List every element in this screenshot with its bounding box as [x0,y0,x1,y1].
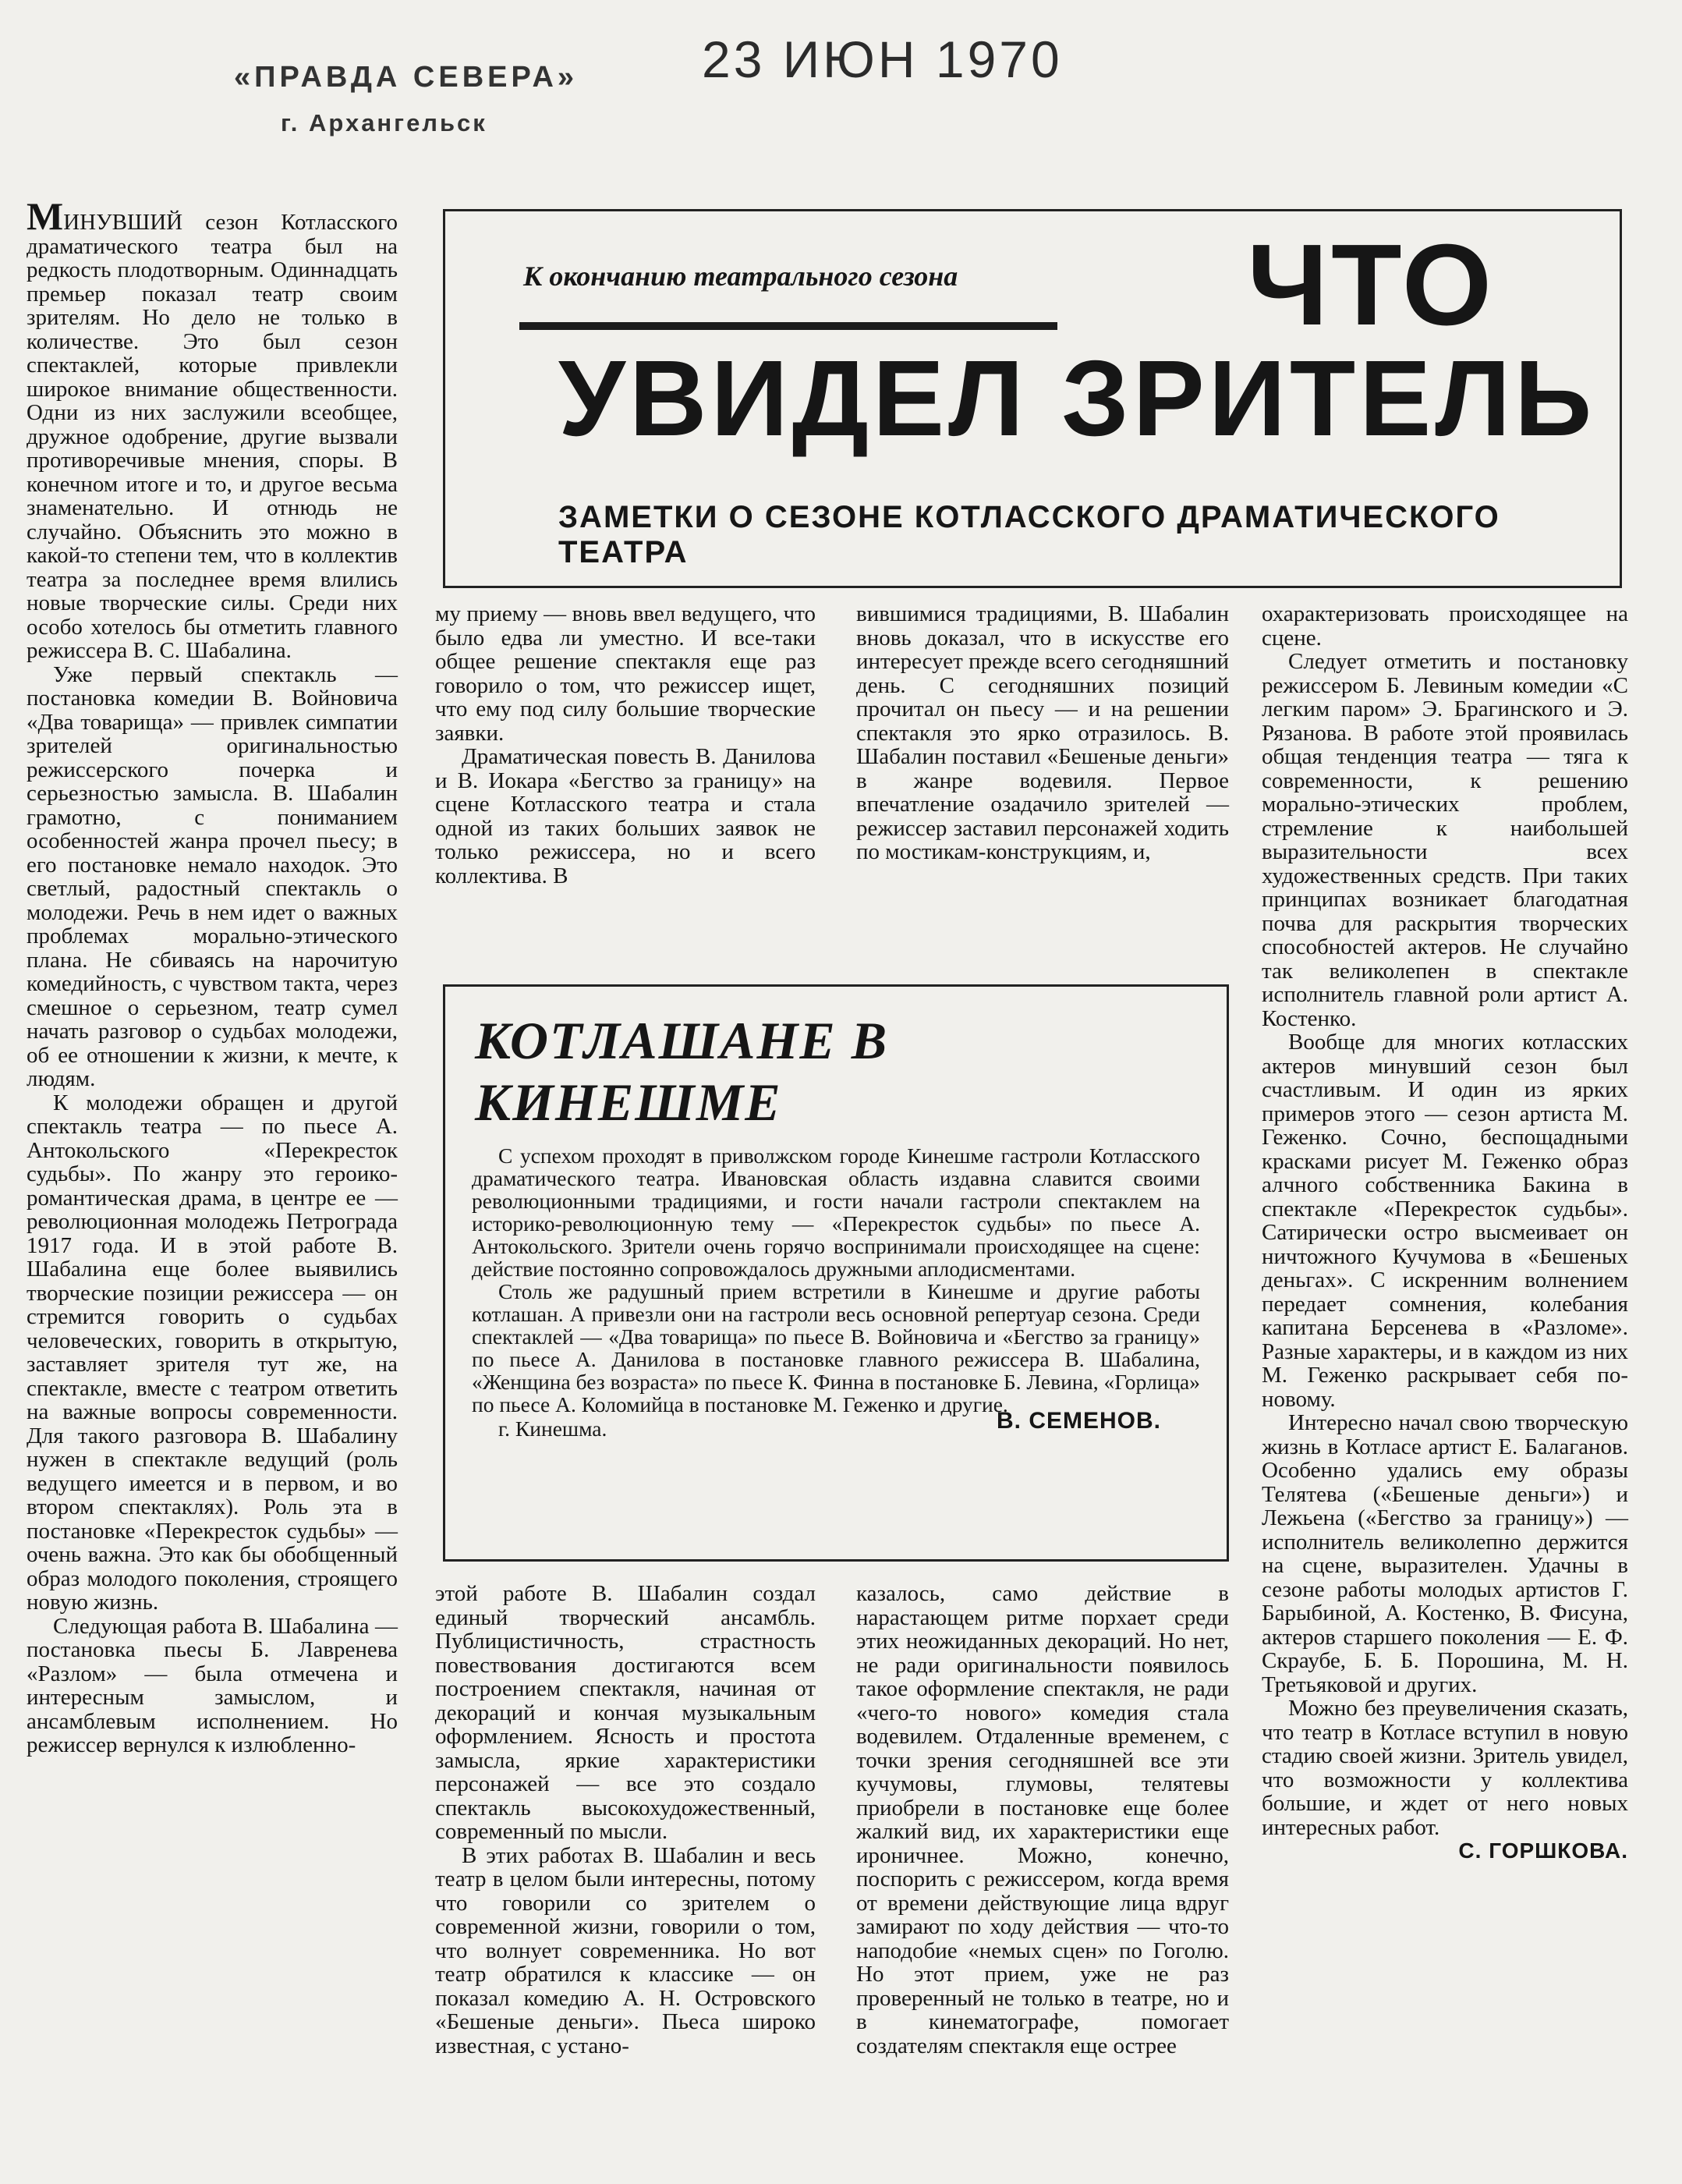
paragraph: Интересно начал свою творческую жизнь в Котласе артист Е. Балаганов. Особенно удались ему образы Телятева («Бешеные деньги») и Лежьена («Бегство за границу») — исполнитель великолепно держится на сцене, выразителен. Удачны в сезоне работы молодых артистов Г. Барыбиной, А. Костенко, В. Фисуна, актеров старшего поколения — Е. Ф. Скраубе, Б. Б. Порошина, М. Н. Третьяковой и других. [1262,1410,1628,1697]
article-column-2-top [435,602,816,888]
inset-place: г. Кинешма. [498,1416,607,1441]
paragraph: С успехом проходят в приволжском городе Кинешме гастроли Котласского драматического театра. Ивановская область издавна славится своими революционными традициями, и гости начали гастроли спектаклем на историко-революционную тему — «Перекресток судьбы» по пьесе А. Антокольского. Зрители очень горячо воспринимали происходящее на сцене: действие постоянно сопровождалось дружными аплодисментами. [472,1143,1200,1281]
city-stamp: г. Архангельск [281,109,487,136]
article-column-1 [27,194,398,1757]
paragraph: му приему — вновь ввел ведущего, что было едва ли уместно. И все-таки общее решение спектакля еще раз говорило о том, что режиссер ищет, что ему под силу большие творческие заявки. [435,601,816,746]
author-signature: С. ГОРШКОВА. [1458,1838,1628,1863]
paragraph: Можно без преувеличения сказать, что театр в Котласе вступил в новую стадию своей жизни. Зритель увидел, что возможности у коллектива большие, и ждет от него новых интересных работ. [1262,1696,1628,1840]
article-column-3-top [856,602,1229,864]
rubric-rule [519,322,1057,330]
rubric: К окончанию театрального сезона [523,261,958,292]
paragraph: Следует отметить и постановку режиссером Б. Левиным комедии «С легким паром» Э. Брагинского и Э. Рязанова. В работе этой проявилась общая тенденция театра — тяга к современности, к решению морально-этических проблем, стремление к наибольшей выразительности всех художественных средств. При таких принципах возникает благодатная почва для раскрытия творческих способностей актеров. Не случайно так великолепен в спектакле исполнитель главной роли артист А. Костенко. [1262,649,1628,1031]
headline-line-2: УВИДЕЛ ЗРИТЕЛЬ [558,339,1596,459]
paragraph-text: ИНУВШИЙ сезон Котласского драматического театра был на редкость плодотворным. Одиннадцать премьер показал театр своим зрителям. Но дело не только в количестве. Это был сезон спектаклей, которые привлекли широкое внимание общественности. Одни из них заслужили всеобщее, дружное одобрение, другие вызвали противоречивые мнения, споры. В конечном итоге и то, и другое весьма знаменательно. И отнюдь не случайно. Объяснить это можно в какой-то степени тем, что в коллектив театра за последнее время влились новые творческие силы. Среди них особо хотелось бы отметить главного режиссера В. С. Шабалина. [27,210,398,663]
paragraph: Следующая работа В. Шабалина — постановка пьесы Б. Лавренева «Разлом» — была отмечена и интересным замыслом, и ансамблевым исполнением. Но режиссер вернулся к излюбленно- [27,1613,398,1757]
article-column-4 [1262,602,1628,1863]
paragraph: К молодежи обращен и другой спектакль театра — по пьесе А. Антокольского «Перекресток судьбы». По жанру это героико-романтическая драма, в центре ее — революционная молодежь Петрограда 1917 года. И в этой работе В. Шабалина еще более выявились творческие позиции режиссера — он стремится говорить о судьбах человеческих, говорить в открытую, заставляет зрителя тут же, на спектакле, вместе с театром ответить на важные вопросы современности. Для такого разговора В. Шабалину нужен в спектакле ведущий (роль ведущего имеется и в первом, и во втором спектаклях). Роль эта в постановке «Перекресток судьбы» — очень важна. Это как бы обобщенный образ молодого поколения, строящего новую жизнь. [27,1090,398,1615]
article-column-2-bottom [435,1582,816,2058]
headline-line-1: ЧТО [1247,221,1495,349]
inset-signature: В. СЕМЕНОВ. [996,1408,1161,1434]
inset-title: КОТЛАШАНЕ В КИНЕШМЕ [475,1011,889,1132]
newspaper-name-stamp: «ПРАВДА СЕВЕРА» [234,61,579,94]
date-stamp: 23 ИЮН 1970 [702,30,1063,88]
article-column-3-bottom [856,1582,1229,2058]
paragraph: Вообще для многих котласских актеров минувший сезон был счастливым. И один из ярких примеров этого — сезон артиста М. Геженко. Сочно, беспощадными красками рисует М. Геженко образ алчного собственника Бакина в спектакле «Перекресток судьбы». Сатирически остро высмеивает он ничтожного Кучумова в «Бешеных деньгах». С искренним волнением передает сомнения, колебания капитана Берсенева в «Разломе». Разные характеры, и в каждом из них М. Геженко раскрывает себя по-новому. [1262,1030,1628,1412]
drop-cap: М [27,194,64,238]
paragraph: Драматическая повесть В. Данилова и В. Иокара «Бегство за границу» на сцене Котласского театра и стала одной из таких больших заявок не только режиссера, но и всего коллектива. В [435,744,816,888]
inset-footer [472,1408,1200,1441]
paragraph: вившимися традициями, В. Шабалин вновь доказал, что в искусстве его интересует прежде всего сегодняшний день. С сегодняшних позиций прочитал он пьесу — и на решении спектакля это ярко отразилось. В. Шабалин поставил «Бешеные деньги» в жанре водевиля. Первое впечатление озадачило зрителей — режиссер заставил персонажей ходить по мостикам-конструкциям, и, [856,601,1229,864]
paragraph: Столь же радушный прием встретили в Кинешме и другие работы котлашан. А привезли они на гастроли весь основной репертуар сезона. Среди спектаклей — «Два товарища» по пьесе В. Войновича и «Бегство за границу» по пьесе А. Данилова в постановке главного режиссера В. Шабалина, «Женщина без возраста» по пьесе К. Финна в постановке Б. Левина, «Горлица» по пьесе А. Коломийца в постановке М. Геженко и другие. [472,1279,1200,1416]
paragraph: охарактеризовать происходящее на сцене. [1262,601,1628,651]
paragraph [27,194,398,663]
inset-article-box [443,984,1229,1562]
headline-subtitle: ЗАМЕТКИ О СЕЗОНЕ КОТЛАССКОГО ДРАМАТИЧЕСКОГО ТЕАТРА [558,500,1500,569]
headline-box [443,209,1622,588]
paragraph: Уже первый спектакль — постановка комедии В. Войновича «Два товарища» — привлек симпатии зрителей оригинальностью режиссерского почерка и серьезностью замысла. В. Шабалин грамотно, с пониманием особенностей жанра прочел пьесу; в его постановке немало находок. Это светлый, радостный спектакль о молодежи. Речь в нем идет о важных проблемах морально-этического плана. Не сбиваясь на нарочитую комедийность, с чувством такта, через смешное о серьезном, театр сумел начать разговор о судьбах молодежи, об ее отношении к жизни, к мечте, к людям. [27,661,398,1091]
inset-body [472,1144,1200,1416]
paragraph: этой работе В. Шабалин создал единый творческий ансамбль. Публицистичность, страстность повествования достигаются всем построением спектакля, начиная от декораций и кончая музыкальным оформлением. Ясность и простота замысла, яркие характеристики персонажей — все это создало спектакль высокохудожественный, современный по мысли. [435,1581,816,1844]
paragraph: В этих работах В. Шабалин и весь театр в целом были интересны, потому что говорили со зрителем о современной жизни, говорили о том, что волнует современника. Но вот театр обратился к классике — он показал комедию А. Н. Островского «Бешеные деньги». Пьеса широко известная, с устано- [435,1842,816,2058]
paragraph: казалось, само действие в нарастающем ритме порхает среди этих неожиданных декораций. Но нет, не ради оригинальности появилось такое оформление спектакля, не ради «чего-то нового» комедия стала водевилем. Отдаленные временем, с точки зрения сегодняшней все эти кучумовы, глумовы, телятевы приобрели в постановке еще более жалкий вид, их характеристики еще ироничнее. Можно, конечно, поспорить с режиссером, когда время от времени действующие лица вдруг замирают по ходу действия — что-то наподобие «немых сцен» по Гоголю. Но этот прием, уже не раз проверенный не только в театре, но и в кинематографе, помогает создателям спектакля еще острее [856,1581,1229,2058]
